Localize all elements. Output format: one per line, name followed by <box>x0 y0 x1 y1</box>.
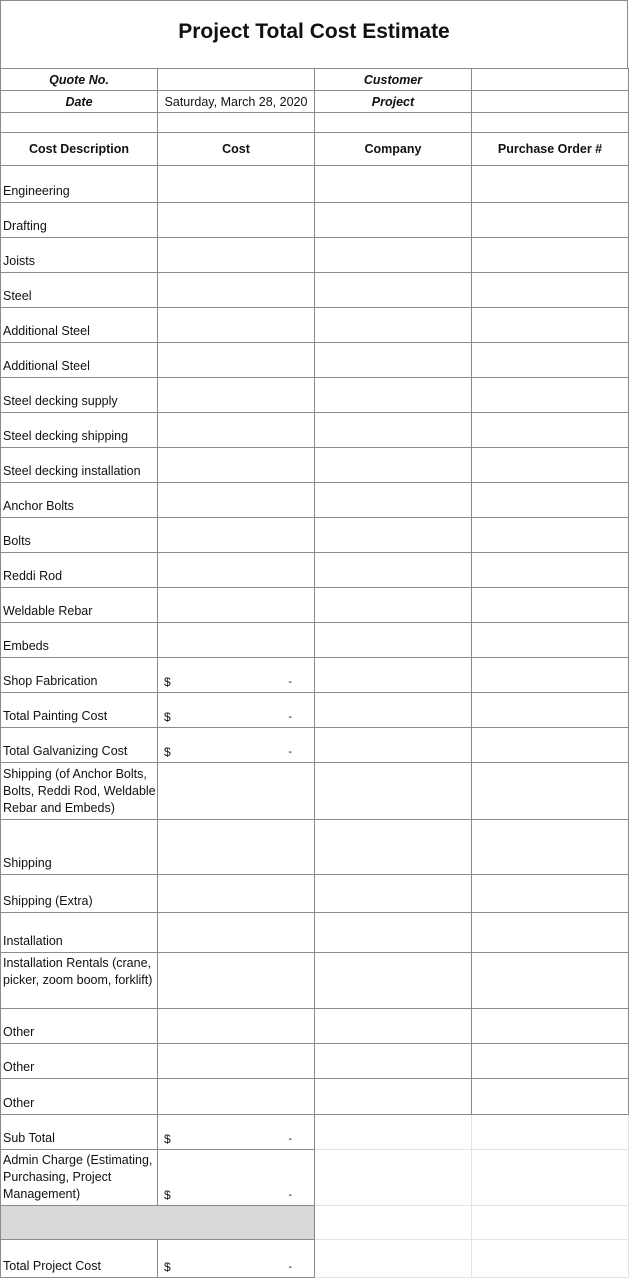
row-label: Embeds <box>1 623 158 658</box>
cost-cell[interactable] <box>158 728 315 763</box>
po-cell[interactable] <box>472 1044 629 1079</box>
empty-cell <box>315 1240 472 1278</box>
grey-separator <box>1 1206 315 1240</box>
row-label: Total Painting Cost <box>1 693 158 728</box>
estimate-table <box>0 68 629 1278</box>
row-label: Installation Rentals (crane, picker, zoom boom, forklift) <box>1 953 158 1009</box>
row-label: Engineering <box>1 166 158 203</box>
subtotal-label: Sub Total <box>1 1115 158 1150</box>
po-cell[interactable] <box>472 693 629 728</box>
company-cell[interactable] <box>315 1009 472 1044</box>
cost-cell[interactable] <box>158 588 315 623</box>
po-cell[interactable] <box>472 953 629 1009</box>
row-label: Other <box>1 1079 158 1115</box>
spacer-cell <box>472 113 629 133</box>
admin-charge-label: Admin Charge (Estimating, Purchasing, Project Management) <box>1 1150 158 1206</box>
po-cell[interactable] <box>472 1009 629 1044</box>
currency-symbol: $ <box>164 675 171 689</box>
cost-cell[interactable] <box>158 1044 315 1079</box>
empty-cell <box>472 1150 629 1206</box>
cost-cell[interactable] <box>158 273 315 308</box>
row-label: Steel decking supply <box>1 378 158 413</box>
column-header-cost: Cost <box>158 133 315 166</box>
company-cell[interactable] <box>315 483 472 518</box>
quote-label: Quote No. <box>1 69 158 91</box>
company-cell[interactable] <box>315 166 472 203</box>
company-cell[interactable] <box>315 343 472 378</box>
currency-symbol: $ <box>164 1132 171 1146</box>
admin-charge-cost-cell[interactable] <box>158 1150 315 1206</box>
row-label: Weldable Rebar <box>1 588 158 623</box>
total-project-cost-cell[interactable] <box>158 1240 315 1278</box>
company-cell[interactable] <box>315 728 472 763</box>
row-label: Steel <box>1 273 158 308</box>
company-cell[interactable] <box>315 658 472 693</box>
po-cell[interactable] <box>472 728 629 763</box>
spacer-cell <box>315 113 472 133</box>
company-cell[interactable] <box>315 588 472 623</box>
company-cell[interactable] <box>315 875 472 913</box>
row-label: Steel decking installation <box>1 448 158 483</box>
po-cell[interactable] <box>472 623 629 658</box>
row-label: Joists <box>1 238 158 273</box>
po-cell[interactable] <box>472 875 629 913</box>
cost-cell[interactable] <box>158 763 315 820</box>
po-cell[interactable] <box>472 203 629 238</box>
po-cell[interactable] <box>472 518 629 553</box>
company-cell[interactable] <box>315 273 472 308</box>
cost-cell[interactable] <box>158 623 315 658</box>
company-cell[interactable] <box>315 913 472 953</box>
cost-cell[interactable] <box>158 553 315 588</box>
total-project-cost-label: Total Project Cost <box>1 1240 158 1278</box>
company-cell[interactable] <box>315 518 472 553</box>
cost-cell[interactable] <box>158 875 315 913</box>
row-label: Other <box>1 1044 158 1079</box>
row-label: Bolts <box>1 518 158 553</box>
company-cell[interactable] <box>315 953 472 1009</box>
cost-cell[interactable] <box>158 1009 315 1044</box>
po-cell[interactable] <box>472 553 629 588</box>
po-cell[interactable] <box>472 763 629 820</box>
empty-cell <box>472 1115 629 1150</box>
po-cell[interactable] <box>472 913 629 953</box>
row-label: Drafting <box>1 203 158 238</box>
amount-dash: - <box>288 676 292 688</box>
po-cell[interactable] <box>472 588 629 623</box>
empty-cell <box>315 1115 472 1150</box>
cost-cell[interactable] <box>158 238 315 273</box>
company-cell[interactable] <box>315 308 472 343</box>
title-bar <box>0 0 628 68</box>
amount-dash: - <box>288 1133 292 1145</box>
company-cell[interactable] <box>315 448 472 483</box>
date-value[interactable]: Saturday, March 28, 2020 <box>158 91 315 113</box>
amount-dash: - <box>288 1261 292 1273</box>
company-cell[interactable] <box>315 623 472 658</box>
cost-cell[interactable] <box>158 343 315 378</box>
customer-label: Customer <box>315 69 472 91</box>
cost-cell[interactable] <box>158 203 315 238</box>
company-cell[interactable] <box>315 693 472 728</box>
row-label: Total Galvanizing Cost <box>1 728 158 763</box>
spacer-cell <box>1 113 158 133</box>
customer-value-cell[interactable] <box>472 69 629 91</box>
cost-cell[interactable] <box>158 658 315 693</box>
po-cell[interactable] <box>472 820 629 875</box>
amount-dash: - <box>288 746 292 758</box>
cost-cell[interactable] <box>158 378 315 413</box>
currency-symbol: $ <box>164 710 171 724</box>
row-label: Additional Steel <box>1 343 158 378</box>
cost-cell[interactable] <box>158 1079 315 1115</box>
po-cell[interactable] <box>472 658 629 693</box>
cost-cell[interactable] <box>158 518 315 553</box>
company-cell[interactable] <box>315 1044 472 1079</box>
cost-cell[interactable] <box>158 820 315 875</box>
company-cell[interactable] <box>315 203 472 238</box>
row-label: Anchor Bolts <box>1 483 158 518</box>
empty-cell <box>472 1206 629 1240</box>
company-cell[interactable] <box>315 553 472 588</box>
po-cell[interactable] <box>472 273 629 308</box>
spacer-cell <box>158 113 315 133</box>
row-label: Additional Steel <box>1 308 158 343</box>
row-label: Other <box>1 1009 158 1044</box>
row-label: Reddi Rod <box>1 553 158 588</box>
quote-value-cell[interactable] <box>158 69 315 91</box>
row-label: Shipping <box>1 820 158 875</box>
cost-cell[interactable] <box>158 448 315 483</box>
row-label: Shipping (of Anchor Bolts, Bolts, Reddi Rod, Weldable Rebar and Embeds) <box>1 763 158 820</box>
row-label: Shipping (Extra) <box>1 875 158 913</box>
column-header-company: Company <box>315 133 472 166</box>
cost-cell[interactable] <box>158 913 315 953</box>
cost-cell[interactable] <box>158 413 315 448</box>
empty-cell <box>315 1150 472 1206</box>
row-label: Steel decking shipping <box>1 413 158 448</box>
amount-dash: - <box>288 1189 292 1201</box>
date-label: Date <box>1 91 158 113</box>
row-label: Installation <box>1 913 158 953</box>
currency-symbol: $ <box>164 1260 171 1274</box>
company-cell[interactable] <box>315 413 472 448</box>
company-cell[interactable] <box>315 820 472 875</box>
company-cell[interactable] <box>315 1079 472 1115</box>
po-cell[interactable] <box>472 378 629 413</box>
cost-cell[interactable] <box>158 483 315 518</box>
po-cell[interactable] <box>472 413 629 448</box>
po-cell[interactable] <box>472 483 629 518</box>
row-label: Shop Fabrication <box>1 658 158 693</box>
empty-cell <box>315 1206 472 1240</box>
currency-symbol: $ <box>164 1188 171 1202</box>
po-cell[interactable] <box>472 308 629 343</box>
page-title: Project Total Cost Estimate <box>178 20 450 43</box>
cost-cell[interactable] <box>158 953 315 1009</box>
cost-cell[interactable] <box>158 308 315 343</box>
column-header-description: Cost Description <box>1 133 158 166</box>
column-header-purchase-order: Purchase Order # <box>472 133 629 166</box>
po-cell[interactable] <box>472 1079 629 1115</box>
po-cell[interactable] <box>472 343 629 378</box>
po-cell[interactable] <box>472 238 629 273</box>
po-cell[interactable] <box>472 166 629 203</box>
cost-cell[interactable] <box>158 166 315 203</box>
subtotal-cost-cell[interactable] <box>158 1115 315 1150</box>
amount-dash: - <box>288 711 292 723</box>
company-cell[interactable] <box>315 763 472 820</box>
cost-cell[interactable] <box>158 693 315 728</box>
project-value-cell[interactable] <box>472 91 629 113</box>
po-cell[interactable] <box>472 448 629 483</box>
empty-cell <box>472 1240 629 1278</box>
company-cell[interactable] <box>315 378 472 413</box>
company-cell[interactable] <box>315 238 472 273</box>
project-label: Project <box>315 91 472 113</box>
currency-symbol: $ <box>164 745 171 759</box>
